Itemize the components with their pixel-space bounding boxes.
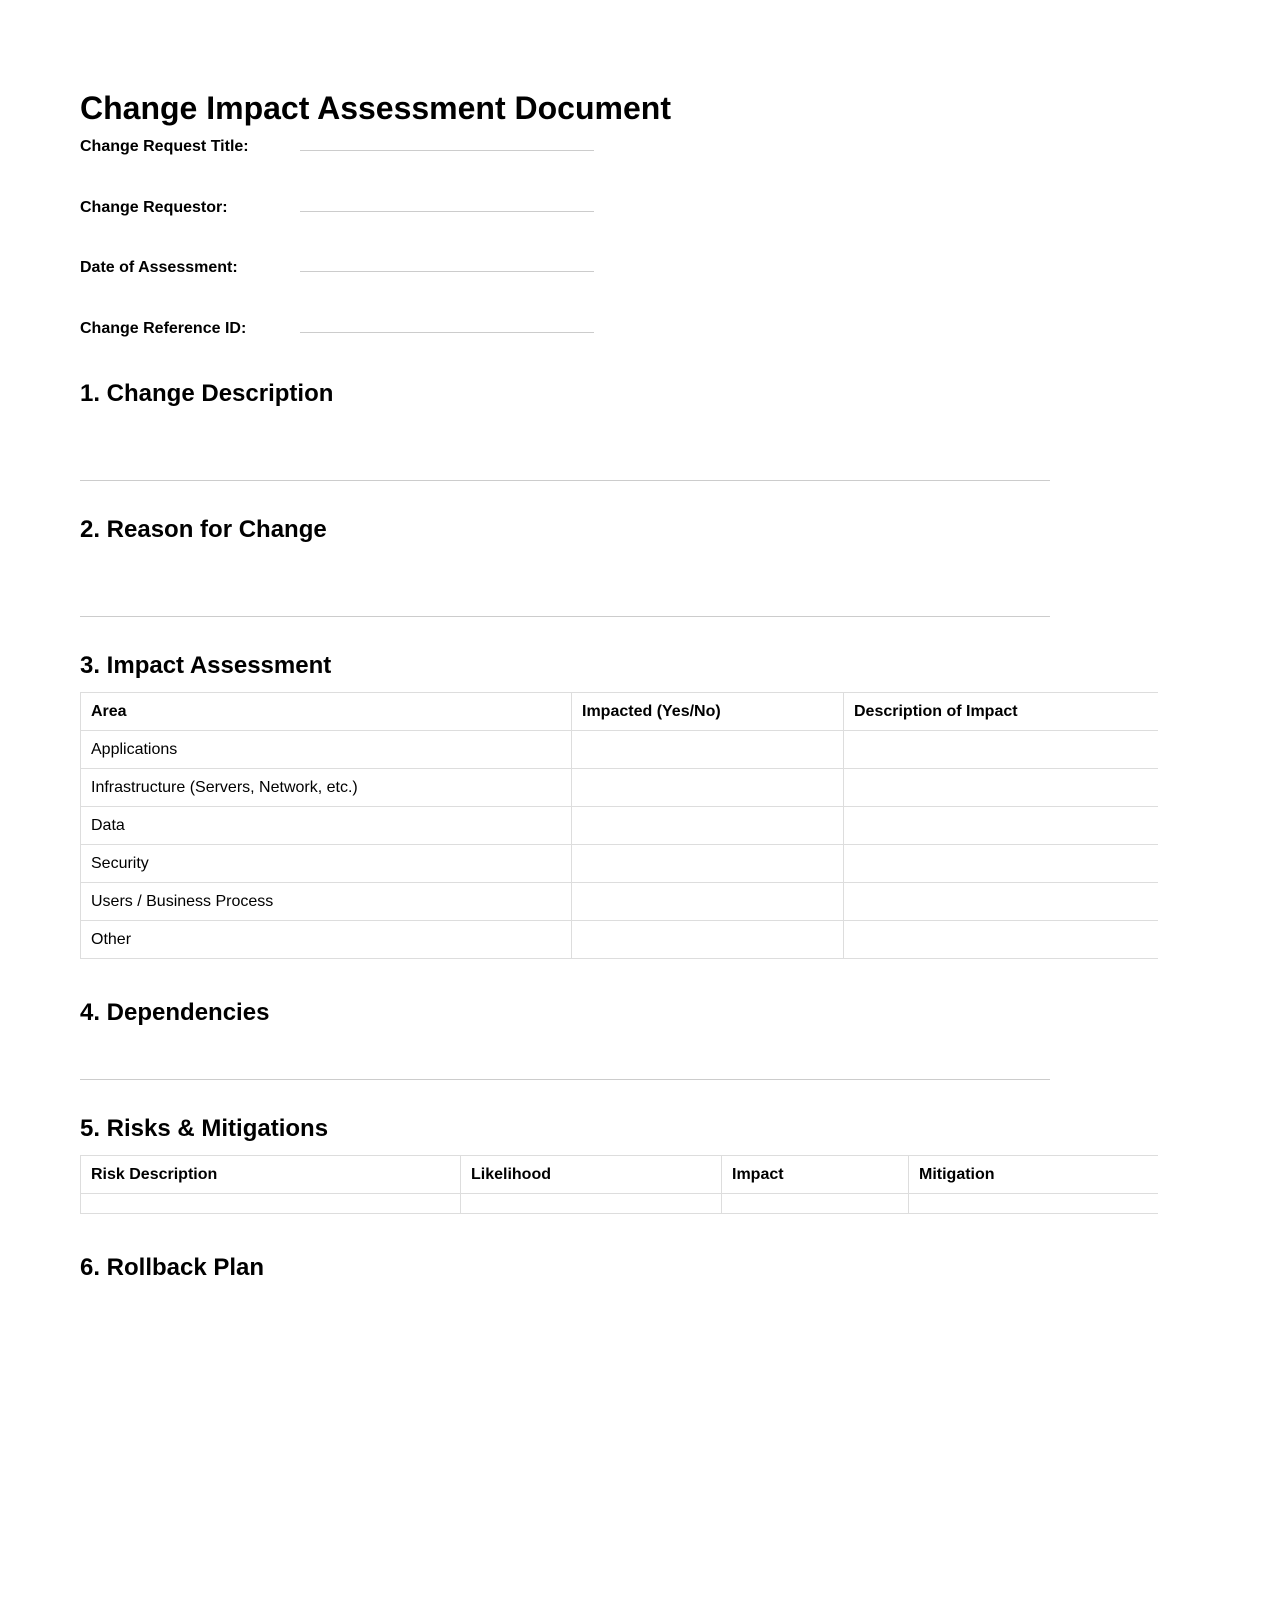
table-header-row bbox=[81, 1156, 1159, 1194]
risk-description-cell[interactable] bbox=[81, 1194, 461, 1214]
likelihood-cell[interactable] bbox=[461, 1194, 722, 1214]
section-heading-reason-for-change: 2. Reason for Change bbox=[80, 516, 327, 543]
table-header-row bbox=[81, 693, 1159, 731]
field-label: Change Reference ID: bbox=[80, 320, 247, 337]
area-cell: Other bbox=[81, 921, 572, 959]
field-label: Change Requestor: bbox=[80, 199, 228, 216]
field-change-requestor bbox=[80, 198, 680, 222]
table-row bbox=[81, 807, 1159, 845]
column-header-area: Area bbox=[81, 693, 572, 731]
field-label: Date of Assessment: bbox=[80, 259, 238, 276]
section-heading-risks-mitigations: 5. Risks & Mitigations bbox=[80, 1115, 329, 1142]
area-cell: Data bbox=[81, 807, 572, 845]
area-cell: Infrastructure (Servers, Network, etc.) bbox=[81, 769, 572, 807]
section-heading-change-description: 1. Change Description bbox=[80, 380, 334, 407]
change-reference-id-input[interactable] bbox=[300, 332, 594, 333]
field-change-request-title bbox=[80, 137, 680, 161]
field-change-reference-id bbox=[80, 319, 680, 343]
impacted-cell[interactable] bbox=[572, 845, 844, 883]
table-row bbox=[81, 769, 1159, 807]
reason-for-change-input[interactable] bbox=[80, 616, 1050, 617]
column-header-likelihood: Likelihood bbox=[461, 1156, 722, 1194]
field-date-of-assessment bbox=[80, 258, 680, 282]
date-of-assessment-input[interactable] bbox=[300, 271, 594, 272]
section-heading-impact-assessment: 3. Impact Assessment bbox=[80, 652, 332, 679]
mitigation-cell[interactable] bbox=[909, 1194, 1159, 1214]
impacted-cell[interactable] bbox=[572, 883, 844, 921]
description-cell[interactable] bbox=[844, 921, 1159, 959]
description-cell[interactable] bbox=[844, 883, 1159, 921]
table-row bbox=[81, 1194, 1159, 1214]
column-header-impact: Impact bbox=[722, 1156, 909, 1194]
change-description-input[interactable] bbox=[80, 480, 1050, 481]
change-requestor-input[interactable] bbox=[300, 211, 594, 212]
document-page bbox=[80, 0, 1158, 1276]
document-title: Change Impact Assessment Document bbox=[80, 90, 671, 126]
area-cell: Applications bbox=[81, 731, 572, 769]
field-label: Change Request Title: bbox=[80, 138, 249, 155]
column-header-description: Description of Impact bbox=[844, 693, 1159, 731]
risks-mitigations-table bbox=[80, 1155, 1158, 1214]
area-cell: Users / Business Process bbox=[81, 883, 572, 921]
impact-assessment-table bbox=[80, 692, 1158, 959]
impacted-cell[interactable] bbox=[572, 807, 844, 845]
description-cell[interactable] bbox=[844, 807, 1159, 845]
impacted-cell[interactable] bbox=[572, 921, 844, 959]
impact-cell[interactable] bbox=[722, 1194, 909, 1214]
column-header-risk-description: Risk Description bbox=[81, 1156, 461, 1194]
column-header-mitigation: Mitigation bbox=[909, 1156, 1159, 1194]
column-header-impacted: Impacted (Yes/No) bbox=[572, 693, 844, 731]
table-row bbox=[81, 731, 1159, 769]
impacted-cell[interactable] bbox=[572, 769, 844, 807]
dependencies-input[interactable] bbox=[80, 1079, 1050, 1080]
table-row bbox=[81, 921, 1159, 959]
area-cell: Security bbox=[81, 845, 572, 883]
section-heading-dependencies: 4. Dependencies bbox=[80, 999, 270, 1026]
section-heading-rollback-plan: 6. Rollback Plan bbox=[80, 1254, 265, 1276]
table-row bbox=[81, 845, 1159, 883]
description-cell[interactable] bbox=[844, 769, 1159, 807]
impacted-cell[interactable] bbox=[572, 731, 844, 769]
description-cell[interactable] bbox=[844, 731, 1159, 769]
change-request-title-input[interactable] bbox=[300, 150, 594, 151]
table-row bbox=[81, 883, 1159, 921]
description-cell[interactable] bbox=[844, 845, 1159, 883]
